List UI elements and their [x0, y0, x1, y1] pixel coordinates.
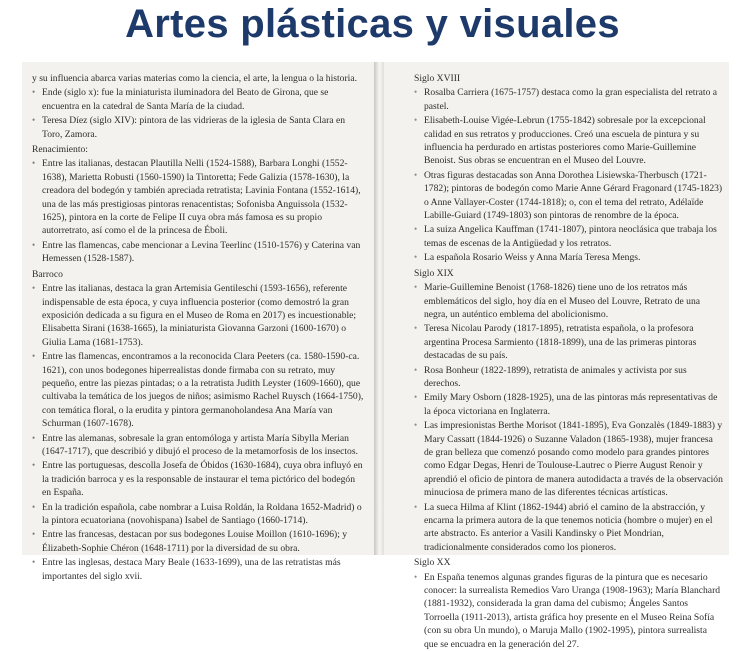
list-item: • La sueca Hilma af Klint (1862-1944) abrió el camino de la abstracción, y encarna la primera autora de la que tenemos noticia (hombre o mujer) en el arte abstracto. Es anterior a Vasili Kandinsky o Piet Mondrian, tradicionalmente considerados como los pioneros. — [414, 501, 723, 555]
siglo-xviii-list — [414, 86, 723, 264]
list-item: • La suiza Angelica Kauffman (1741-1807), pintora neoclásica que trabaja los temas de escenas de la Antigüedad y los retratos. — [414, 223, 723, 250]
renacimiento-list — [32, 157, 366, 265]
list-item: • Entre las flamencas, cabe mencionar a Levina Teerlinc (1510-1576) y Caterina van Hemessen (1528-1587). — [32, 239, 366, 266]
barroco-list — [32, 282, 366, 583]
section-heading-renacimiento: Renacimiento: — [32, 144, 88, 156]
section-heading-siglo-xviii: Siglo XVIII — [414, 73, 461, 84]
list-item: • Elisabeth-Louise Vigée-Lebrun (1755-1842) sobresale por la excepcional calidad en sus retratos y producciones. Creó una escuela de pintura y su influencia ha perdurado en artistas posteriores como Marie-Guillemine Benoist. Sus obras se encuentran en el Museo del Louvre. — [414, 114, 723, 168]
right-page — [384, 62, 729, 650]
list-item: • Teresa Nicolau Parody (1817-1895), retratista española, o la profesora argentina Procesa Sarmiento (1818-1899), una de las primeras pintoras destacadas de su país. — [414, 322, 723, 362]
list-item: • En la tradición española, cabe nombrar a Luisa Roldán, la Roldana 1652-Madrid) o la pintora ecuatoriana (novohispana) Isabel de Santiago (1660-1714). — [32, 501, 366, 528]
list-item: • Entre las inglesas, destaca Mary Beale (1633-1699), una de las retratistas más importantes del siglo xvii. — [32, 556, 366, 583]
section-heading-siglo-xix: Siglo XIX — [414, 267, 454, 279]
list-item: • La española Rosario Weiss y Anna María Teresa Mengs. — [414, 251, 723, 264]
list-item: • Entre las italianas, destaca la gran Artemisia Gentileschi (1593-1656), referente indispensable de esta época, y cuya influencia posterior (como demostró la gran exposición dedicada a su figura en el Museo de Roma en 2017) es incuestionable; Elisabetta Sirani (1638-1665), la miniaturista Giovanna Garzoni (1600-1670) o Giulia Lama (1681-1753). — [32, 282, 366, 349]
slide-title: Artes plásticas y visuales — [125, 2, 620, 46]
left-page — [22, 62, 374, 582]
list-item: • En España tenemos algunas grandes figuras de la pintura que es necesario conocer: la surrealista Remedios Varo Uranga (1908-1963); María Blanchard (1881-1932), considerada la gran dama del cubismo; Ángeles Santos Torroella (1911-2013), artista gráfica hoy presente en el Museo Reina Sofía (con su obra Un mundo), o Maruja Mallo (1902-1995), pintora surrealista que se encuadra en la generación del 27. — [414, 571, 723, 651]
list-item: • Entre las francesas, destacan por sus bodegones Louise Moillon (1610-1696); y Élizabeth-Sophie Chéron (1648-1711) por la diversidad de su obra. — [32, 528, 366, 555]
list-item: • Marie-Guillemine Benoist (1768-1826) tiene uno de los retratos más emblemáticos del siglo, hoy día en el Museo del Louvre, Retrato de una negra, un auténtico emblema del abolicionismo. — [414, 281, 723, 321]
list-item: • Emily Mary Osborn (1828-1925), una de las pintoras más representativas de la época victoriana en Inglaterra. — [414, 391, 723, 418]
list-item: • Teresa Díez (siglo XIV): pintora de las vidrieras de la iglesia de Santa Clara en Toro, Zamora. — [32, 114, 366, 141]
list-item: • Entre las italianas, destacan Plautilla Nelli (1524-1588), Barbara Longhi (1552-1638), Marietta Robusti (1560-1590) la Tintoretta; Fede Galizia (1578-1630), la creadora del bodegón y también apreciada retratista; Lavinia Fontana (1552-1614), una de las más prestigiosas pintoras renacentistas; Sofonisba Anguissola (1532-1625), pintora en la corte de Felipe II cuya obra más famosa es su propio autorretrato, así como el de la princesa de Éboli. — [32, 157, 366, 237]
siglo-xx-list — [414, 571, 723, 651]
list-item: • Entre las alemanas, sobresale la gran entomóloga y artista María Sibylla Merian (1647-1717), que describió y dibujó el proceso de la metamorfosis de los insectos. — [32, 432, 366, 459]
list-item: • Entre las flamencas, encontramos a la reconocida Clara Peeters (ca. 1580-1590-ca. 1621), con unos bodegones hiperrealistas donde firmaba con su retrato, muy pequeño, entre las piezas pintadas; o a la retratista Judith Leyster (1609-1660), que cultivaba la temática de los juegos de niños; asimismo Rachel Ruysch (1664-1750), con temática floral, o la erudita y pintora germanoholandesa Ana María van Schurman (1607-1678). — [32, 350, 366, 430]
list-item: • Entre las portuguesas, descolla Josefa de Óbidos (1630-1684), cuya obra influyó en la tradición barroca y es la responsable de instaurar el tema pictórico del bodegón en España. — [32, 459, 366, 499]
section-heading-siglo-xx: Siglo XX — [414, 557, 451, 569]
section-heading-barroco: Barroco — [32, 268, 63, 280]
list-item: • Ende (siglo x): fue la miniaturista iluminadora del Beato de Girona, que se encuentra en la catedral de Santa María de la ciudad. — [32, 86, 366, 113]
list-item: • Otras figuras destacadas son Anna Dorothea Lisiewska-Therbusch (1721-1782); pintoras de bodegón como Marie Anne Gérard Fragonard (1745-1823) o Anne Vallayer-Coster (1744-1818); o, con el tema del retrato, Adélaïde Labille-Guiard (1749-1803) son pintoras de renombre de la época. — [414, 169, 723, 223]
list-item: • Las impresionistas Berthe Morisot (1841-1895), Eva Gonzalès (1849-1883) y Mary Cassatt (1844-1926) o Suzanne Valadon (1865-1938), mujer francesa de gran belleza que comenzó posando como modelo para grandes pintores como Edgar Degas, Henri de Toulouse-Lautrec o Pierre August Renoir y aprendió el oficio de pintora de manera autodidacta a través de la observación minuciosa de primera mano de las diferentes técnicas artísticas. — [414, 419, 723, 499]
early-artists-list — [32, 86, 366, 141]
intro-paragraph: y su influencia abarca varias materias como la ciencia, el arte, la lengua o la historia. — [32, 73, 357, 84]
list-item: • Rosalba Carriera (1675-1757) destaca como la gran especialista del retrato a pastel. — [414, 86, 723, 113]
siglo-xix-list — [414, 281, 723, 554]
list-item: • Rosa Bonheur (1822-1899), retratista de animales y activista por sus derechos. — [414, 364, 723, 391]
